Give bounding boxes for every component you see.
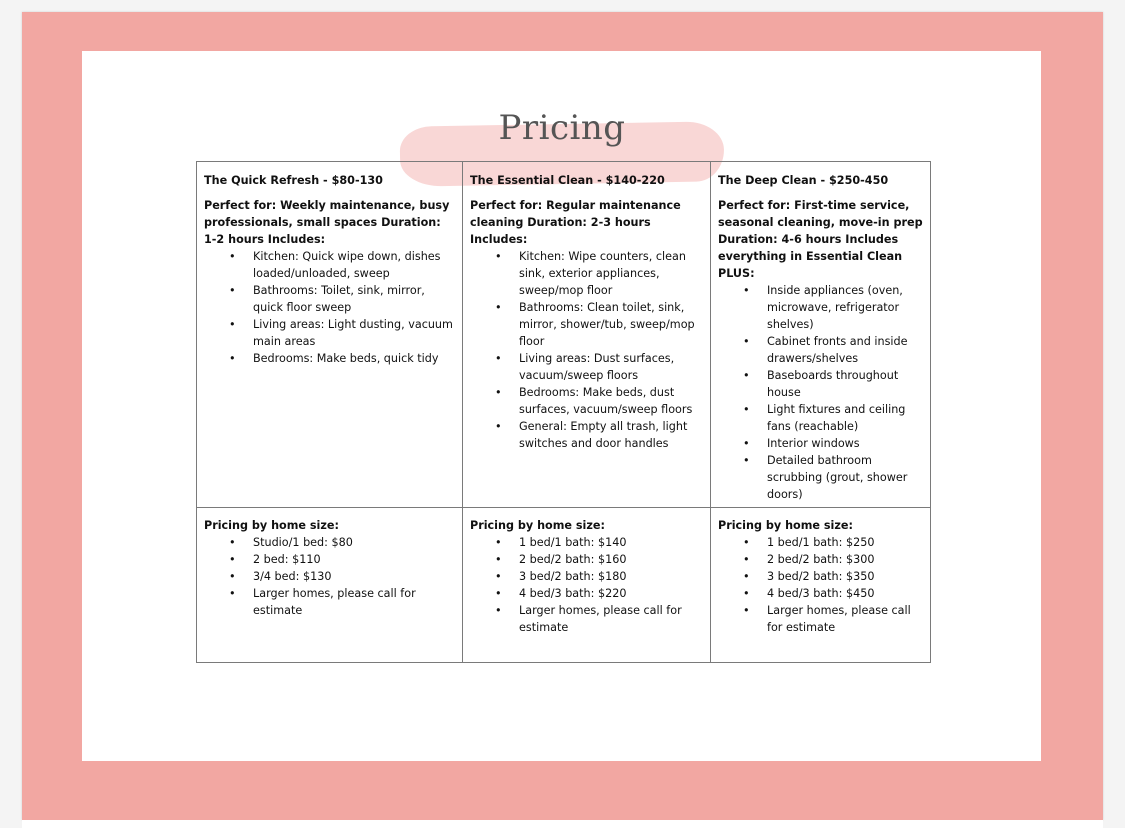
list-item: • Larger homes, please call for estimate — [519, 602, 704, 636]
list-item: • 3/4 bed: $130 — [253, 568, 456, 585]
list-item: • 2 bed: $110 — [253, 551, 456, 568]
pricing-table — [196, 161, 931, 663]
list-item: • 2 bed/2 bath: $160 — [519, 551, 704, 568]
pricing-list — [718, 534, 924, 636]
list-item: • Larger homes, please call for estimate — [767, 602, 924, 636]
includes-list — [204, 248, 456, 367]
list-item: • Cabinet fronts and inside drawers/shelves — [767, 333, 924, 367]
plan-cell-essential-clean — [463, 162, 711, 508]
pricing-cell-deep-clean — [711, 508, 931, 663]
list-item: • 1 bed/1 bath: $140 — [519, 534, 704, 551]
list-item: • Living areas: Dust surfaces, vacuum/sweep floors — [519, 350, 704, 384]
plan-name: The Quick Refresh - $80-130 — [204, 174, 383, 187]
plan-cell-quick-refresh — [197, 162, 463, 508]
list-item: • Bedrooms: Make beds, dust surfaces, vacuum/sweep floors — [519, 384, 704, 418]
pricing-label: Pricing by home size: — [470, 519, 605, 532]
list-item: • Living areas: Light dusting, vacuum main areas — [253, 316, 456, 350]
next-page-edge — [22, 820, 1103, 828]
list-item: • Bedrooms: Make beds, quick tidy — [253, 350, 456, 367]
list-item: • 4 bed/3 bath: $450 — [767, 585, 924, 602]
list-item: • Inside appliances (oven, microwave, refrigerator shelves) — [767, 282, 924, 333]
pricing-list — [470, 534, 704, 636]
pricing-cell-quick-refresh — [197, 508, 463, 663]
pricing-label: Pricing by home size: — [718, 519, 853, 532]
plan-details-row — [197, 162, 931, 508]
plan-description: Perfect for: First-time service, seasonal cleaning, move-in prep Duration: 4-6 hours Includes everything in Essential Clean PLUS: — [718, 199, 923, 280]
home-size-pricing-row — [197, 508, 931, 663]
plan-name: The Essential Clean - $140-220 — [470, 174, 665, 187]
list-item: • 1 bed/1 bath: $250 — [767, 534, 924, 551]
list-item: • Interior windows — [767, 435, 924, 452]
list-item: • Baseboards throughout house — [767, 367, 924, 401]
list-item: • Bathrooms: Toilet, sink, mirror, quick floor sweep — [253, 282, 456, 316]
plan-cell-deep-clean — [711, 162, 931, 508]
list-item: • Bathrooms: Clean toilet, sink, mirror, shower/tub, sweep/mop floor — [519, 299, 704, 350]
pricing-list — [204, 534, 456, 619]
includes-list — [470, 248, 704, 452]
list-item: • 3 bed/2 bath: $350 — [767, 568, 924, 585]
includes-list — [718, 282, 924, 503]
list-item: • Light fixtures and ceiling fans (reachable) — [767, 401, 924, 435]
pricing-cell-essential-clean — [463, 508, 711, 663]
list-item: • 4 bed/3 bath: $220 — [519, 585, 704, 602]
list-item: • Studio/1 bed: $80 — [253, 534, 456, 551]
list-item: • General: Empty all trash, light switches and door handles — [519, 418, 704, 452]
page-title: Pricing — [498, 108, 626, 148]
pricing-label: Pricing by home size: — [204, 519, 339, 532]
list-item: • Kitchen: Quick wipe down, dishes loaded/unloaded, sweep — [253, 248, 456, 282]
list-item: • 3 bed/2 bath: $180 — [519, 568, 704, 585]
list-item: • Detailed bathroom scrubbing (grout, shower doors) — [767, 452, 924, 503]
list-item: • Kitchen: Wipe counters, clean sink, exterior appliances, sweep/mop floor — [519, 248, 704, 299]
plan-description: Perfect for: Regular maintenance cleaning Duration: 2-3 hours Includes: — [470, 199, 681, 246]
list-item: • 2 bed/2 bath: $300 — [767, 551, 924, 568]
plan-description: Perfect for: Weekly maintenance, busy professionals, small spaces Duration: 1-2 hours Includes: — [204, 199, 450, 246]
list-item: • Larger homes, please call for estimate — [253, 585, 456, 619]
plan-name: The Deep Clean - $250-450 — [718, 174, 889, 187]
